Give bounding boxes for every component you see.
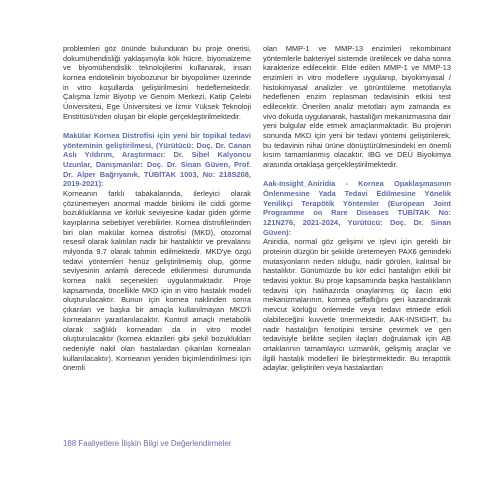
page-footer	[63, 439, 231, 448]
footer-title: Faaliyetlere İlişkin Bilgi ve Değerlendirmeler	[78, 439, 232, 448]
paragraph-gap	[263, 170, 451, 180]
left-body-paragraph: Korneanın farklı tabakalarında, ilerleyici olarak çözünemeyen anormal madde birikimi ile ciddi görme bozukluklarına ve körlük seviyesine kadar giden görme kayıplarına sebebiyet verebilirler. Kornea distrofilerinden biri olan makülar kornea distrofisi (MKD), otozomal resesif olarak kalıtılan nadir bir hastalıktır ve prevalansı milyonda 9.7 olarak tahmin edilmektedir. MKD'ye özgü tedavi yöntemleri henüz geliştirilmemiş olup, görme seviyesinin anlamlı derecede etkilenmesi durumunda kornea nakli seçenekleri uygulanmaktadır. Proje kapsamında, öncellikle MKD için in vitro hastalık modeli oluşturulacaktır. Bunun için kornea naklinden sonra çıkarılan ve başka bir amaçla kullanılmayan MKD'li korneaların yararlanılacaktır. Kontrol amaçlı metabolik olarak sağlıklı korneadan da in vitro model oluşturulacaktır (kornea ektazileri gibi şekil bozuklukları nedeniyle nakil olan hastalardan çıkarılan korneaları kullanılacaktır). Korneanın yeniden biçimlendirilmesi için önemli	[63, 189, 251, 373]
project-heading-mkd: Makülar Kornea Distrofisi için yeni bir topikal tedavi yönteminin geliştirilmesi, (Yürütücü: Doç. Dr. Canan Aslı Yıldırım, Araştırmacı: Dr. Sibel Kalyoncu Uzunlar, Danışmanlar: Doç. Dr. Sinan Güven, Prof. Dr. Alper Bağrıyanık, TÜBİTAK 1003, No: 218S208, 2019-2021):	[63, 131, 251, 189]
paragraph-gap	[63, 121, 251, 131]
left-column	[63, 44, 251, 373]
project-heading-aniridia: Aak-Insight_Aniridia - Kornea Opaklaşmasının Önlenmesine Yada Tedavi Edilmesine Yönelik Yenilikçi Terapötik Yöntemler (European Joint Programme on Rare Diseases TÜBİTAK No: 121N276, 2021-2024, Yürütücü: Doç. Dr. Sinan Güven):	[263, 179, 451, 237]
page-number: 188	[63, 439, 77, 448]
right-body-paragraph: Aniridia, normal göz gelişimi ve işlevi için gerekli bir proteinin düzgün bir şekilde üretemeyen PAX6 genindeki mutasyonların neden olduğu, nadir görülen, kalıtsal bir hastalıktır. Günümüzde bu kör edici hastalığın etkili bir tedavisi yoktur. Bu proje kapsamında başka hastalıkların tedavisi için halihazırda onaylanmış üç ilacın etki mekanizmalarının, kornea şeffaflığını geri kazandırarak mevcut körlüğü önlemede veya tedavi etmede etkili olabileceğini kuvvetle önermektedir. AAK-INSIGHT, bu nadir hastalığın fenotipini tersine çevirmek ve gen tedavisiyle birlikte seçilen ilaçları doğrulamak için AB ortaklarının tamamlayıcı uzmanlık, gelişmiş araçlar ve ilgili hastalık modelleri ile birleştirmektedir. Bu terapötik adaylar, geliştirilen veya hastalardan	[263, 237, 451, 373]
right-column	[263, 44, 451, 373]
left-intro-paragraph: problemleri göz önünde bulunduran bu proje önerisi, dokumühendisliği yaklaşımıyla kök hücre, biyomalzeme ve biyomühendislik teknolojilerini kullanarak, insan kornea endotelinin biyobozunur bir biyopolimer üzerinde in vitro koşullarda geliştirilmesini hedeflemektedir. Çalışma İzmir Biyotıp ve Genom Merkezi, Katip Çelebi Üniversitesi, Ege Üniversitesi ve İzmir Yüksek Teknoloji Enstitüsü'nden oluşan bir ekiple gerçekleştirilmektedir.	[63, 44, 251, 121]
right-intro-paragraph: olan MMP-1 ve MMP-13 enzimleri rekombinant yöntemlerle bakteriyel sistemde üretilecek ve daha sonra karakterize edilecektir. Elde edilen MMP-1 ve MMP-13 enzimleri in vitro modellere uygulanıp, biyokimyasal / histokimyasal analizler ve görüntüleme metotlarıyla hedeflenen enzim replasman tedavisinin etkisi test edilecektir. Önerilen analiz metotları aynı zamanda ex vivo dokuda uygulanarak, hastalığın mekanizmasına dair yeni bulgular elde etmek amaçlanmaktadır. Bu projenin sonunda MKD için yeni bir tedavi yöntemi geliştirilerek, bu tedavinin nihai ürüne dönüştürülmesindeki en önemli kısım tamamlanmış olacaktır. IBG ve DEÜ Biyokimya arasında ortaklaşa gerçekleştirilmektedir.	[263, 44, 451, 170]
